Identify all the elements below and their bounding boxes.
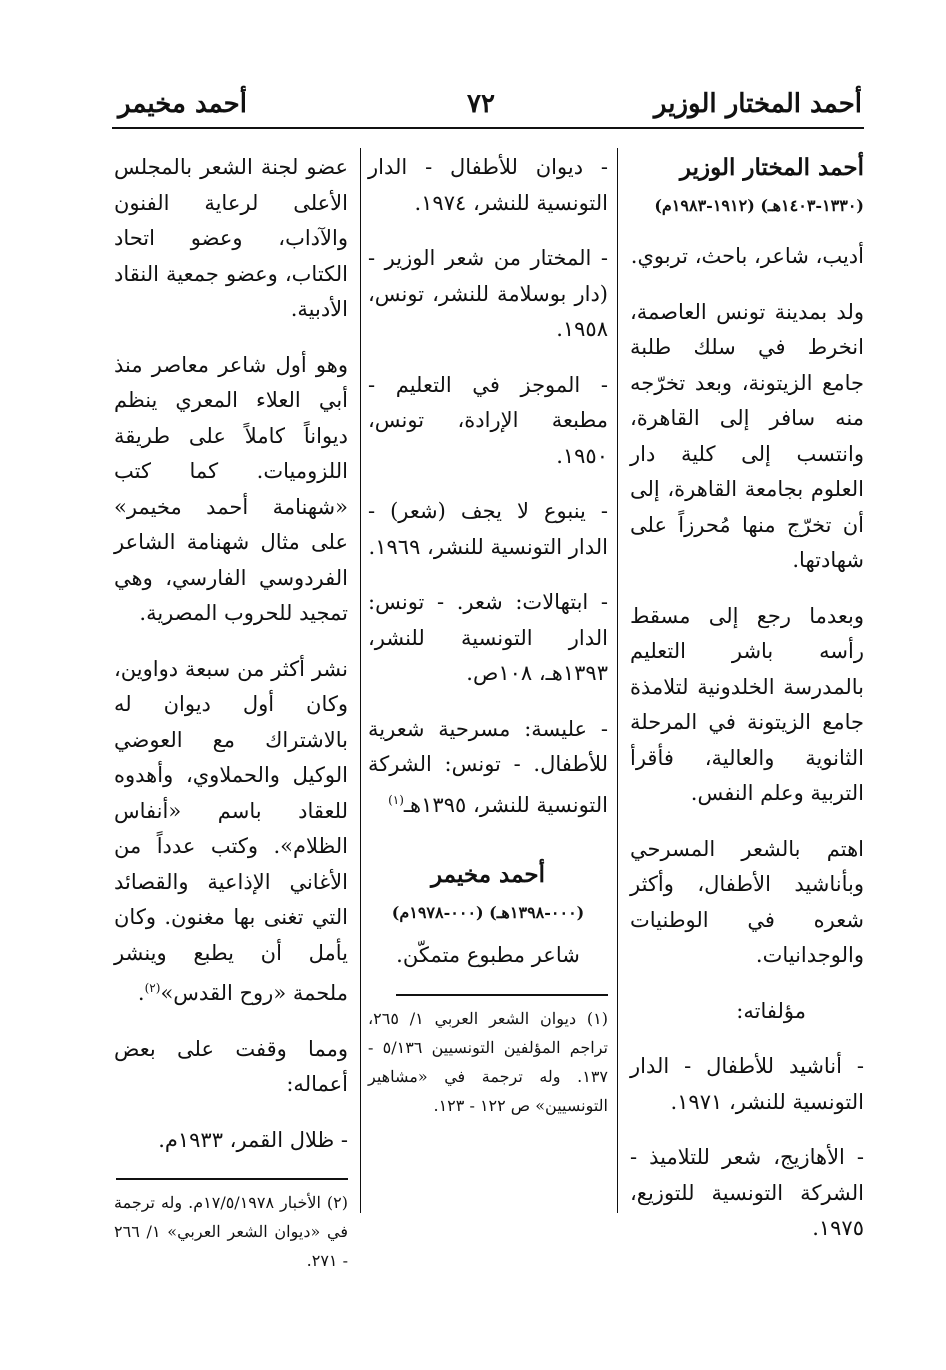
paragraph: أديب، شاعر، باحث، تربوي. (630, 244, 864, 268)
running-header-right: أحمد المختار الوزير (653, 89, 862, 119)
paragraph-end: . (137, 981, 145, 1005)
work-item: - ظلال القمر، ١٩٣٣م. (158, 1127, 348, 1152)
paragraph: ومما وقفت على بعض أعماله: (114, 1036, 348, 1096)
running-header-left: أحمد مخيمر (118, 89, 247, 119)
work-item: - الأهازيج، شعر للتلاميذ - الشركة التونسية للتوزيع، ١٩٧٥. (630, 1145, 864, 1240)
column-right (630, 150, 864, 1267)
paragraph: اهتم بالشعر المسرحي وبأناشيد الأطفال، وأكثر شعره في الوطنيات والوجدانيات. (630, 836, 864, 967)
work-item: - الموجز في التعليم - مطبعة الإرادة، تونس، ١٩٥٠. (368, 372, 608, 468)
work-item: - أناشيد للأطفال - الدار التونسية للنشر، ١٩٧١. (630, 1054, 864, 1114)
footnote-ref: (٢) (144, 981, 161, 995)
work-item: - ابتهالات: شعر. - تونس: الدار التونسية للنشر، ١٣٩٣هـ، ١٠٨ص. (368, 590, 608, 685)
work-item: - ينبوع لا يجف (شعر) - الدار التونسية للنشر، ١٩٦٩. (368, 499, 608, 559)
paragraph: وبعدما رجع إلى مسقط رأسه باشر التعليم بالمدرسة الخلدونية لتلامذة جامع الزيتونة في المرحلة الثانوية والعالية، فأقرأ التربية وعلم النفس. (630, 603, 864, 805)
column-left (114, 150, 348, 1275)
entry-dates-mukhaymar: (٠٠٠-١٣٩٨هـ) (٠٠٠-١٩٧٨م) (391, 902, 585, 922)
work-item: - ديوان للأطفال - الدار التونسية للنشر، ١٩٧٤. (368, 155, 608, 215)
footnote: (٢) الأخبار ١٧/٥/١٩٧٨م. وله ترجمة في «ديوان الشعر العربي» ١/ ٢٦٦ - ٢٧١. (114, 1193, 348, 1270)
column-divider-right (617, 148, 618, 1213)
column-middle (368, 150, 608, 1120)
work-item (368, 712, 608, 824)
paragraph: وهو أول شاعر معاصر منذ أبي العلاء المعري ينظم ديواناً كاملاً على طريقة اللزوميات. كما كتب «شهنامة أحمد مخيمر» على مثال شهنامة الشاعر الفردوسي الفارسي، وهي تمجيد للحروب المصرية. (114, 352, 348, 625)
footnote-ref: (١) (388, 792, 404, 807)
entry-title-mukhaymar: أحمد مخيمر (430, 861, 546, 888)
works-heading: مؤلفاته: (736, 998, 806, 1023)
entry-title-wazir: أحمد المختار الوزير (679, 154, 864, 181)
page-number: ٧٢ (467, 89, 495, 119)
paragraph-text: نشر أكثر من سبعة دواوين، وكان أول ديوان له بالاشتراك مع العوضي الوكيل والحملاوي، وأهدوه للعقاد باسم «أنفاس الظلام». وكتب عدداً من الأغاني الإذاعية والقصائد التي تغنى بها مغنون. وكان يأمل أن يطبع وينشر ملحمة «روح القدس» (114, 656, 348, 1005)
paragraph: عضو لجنة الشعر بالمجلس الأعلى لرعاية الفنون والآداب، وعضو اتحاد الكتاب، وعضو جمعية النقاد الأدبية. (114, 155, 348, 321)
footnote-rule (396, 994, 608, 996)
footnote-rule (116, 1178, 348, 1180)
work-item: - المختار من شعر الوزير - (دار بوسلامة للنشر، تونس، ١٩٥٨. (368, 246, 608, 341)
footnote: (١) ديوان الشعر العربي ١/ ٢٦٥، تراجم المؤلفين التونسيين ٥/١٣٦ - ١٣٧. وله ترجمة في «مشاهير التونسيين» ص ١٢٢ - ١٢٣. (368, 1008, 609, 1115)
column-divider-left (360, 148, 361, 1213)
header-rule (112, 127, 864, 129)
paragraph (114, 652, 348, 1012)
work-item-text: - عليسة: مسرحية شعرية للأطفال. - تونس: الشركة التونسية للنشر، ١٣٩٥هـ (368, 716, 608, 817)
paragraph: شاعر مطبوع متمكّن. (396, 943, 580, 967)
paragraph: ولد بمدينة تونس العاصمة، انخرط في سلك طلبة جامع الزيتونة، وبعد تخرّجه منه سافر إلى القاهرة، وانتسب إلى كلية دار العلوم بجامعة القاهرة، إلى أن تخرّج منها مُحرزاً على شهادتها. (630, 299, 864, 572)
entry-dates-wazir: (١٣٣٠-١٤٠٣هـ) (١٩١٢-١٩٨٣م) (654, 195, 864, 215)
